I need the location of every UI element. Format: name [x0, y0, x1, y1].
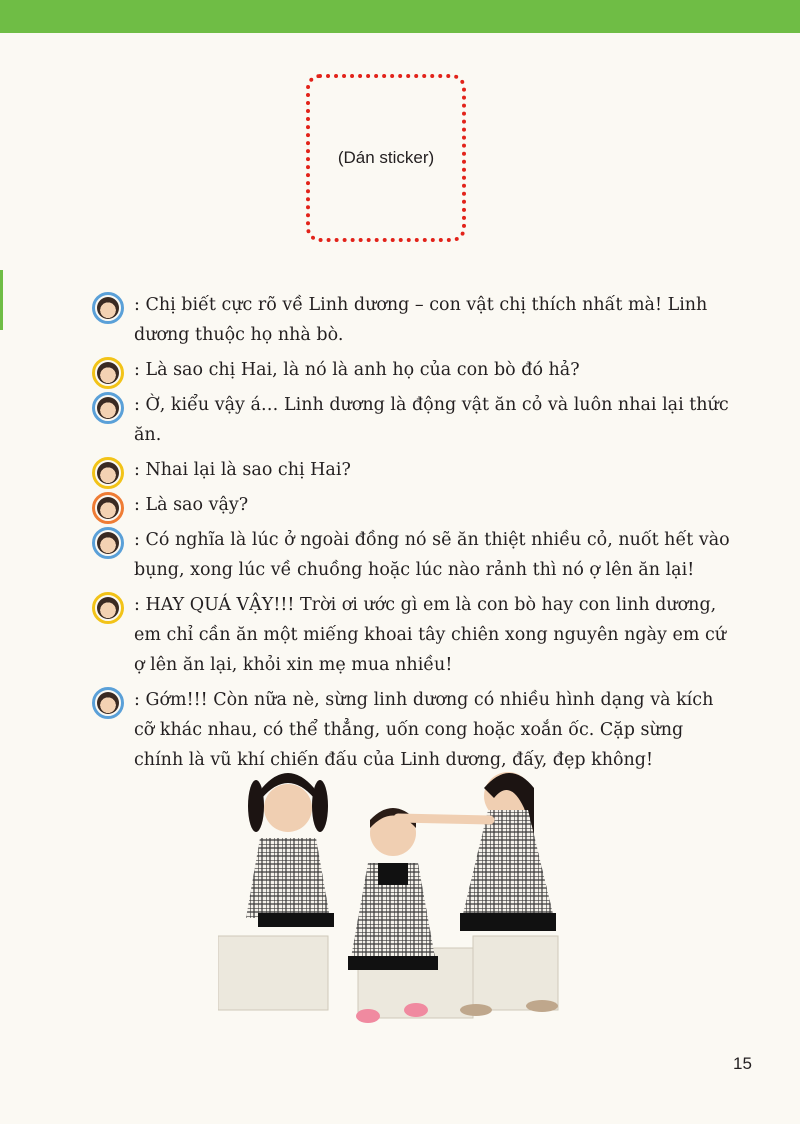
- dialogue-text: : HAY QUÁ VẬY!!! Trời ơi ước gì em là con bò hay con linh dương, em chỉ cần ăn một miếng khoai tây chiên xong nguyên ngày em cứ ợ lên ăn lại, khỏi xin mẹ mua nhiều!: [134, 595, 727, 675]
- speaker-avatar-icon: [92, 392, 124, 424]
- dialogue-line: [92, 455, 732, 485]
- dialogue-text: : Ờ, kiểu vậy á… Linh dương là động vật ăn cỏ và luôn nhai lại thức ăn.: [134, 395, 729, 445]
- dialogue-text: : Là sao vậy?: [134, 495, 249, 515]
- speaker-avatar-icon: [92, 457, 124, 489]
- speaker-avatar-icon: [92, 492, 124, 524]
- speaker-avatar-icon: [92, 357, 124, 389]
- page-number: 15: [733, 1054, 752, 1073]
- sticker-label: (Dán sticker): [337, 148, 435, 167]
- three-girls-photo: [218, 748, 578, 1048]
- speaker-avatar-icon: [92, 292, 124, 324]
- dialogue-text: : Nhai lại là sao chị Hai?: [134, 460, 351, 480]
- dialogue-text: : Chị biết cực rõ về Linh dương – con vật chị thích nhất mà! Linh dương thuộc họ nhà bò.: [134, 295, 708, 345]
- dialogue-line: [92, 525, 732, 585]
- speaker-avatar-icon: [92, 687, 124, 719]
- dialogue-text: : Gớm!!! Còn nữa nè, sừng linh dương có nhiều hình dạng và kích cỡ khác nhau, có thể thẳng, uốn cong hoặc xoắn ốc. Cặp sừng chính là vũ khí chiến đấu của Linh dương, đấy, đẹp không!: [134, 690, 714, 770]
- dialogue-line: [92, 355, 732, 385]
- speaker-avatar-icon: [92, 527, 124, 559]
- top-green-band: [0, 0, 800, 33]
- dialogue-line: [92, 290, 732, 350]
- dialogue-line: [92, 590, 732, 680]
- dialogue-line: [92, 390, 732, 450]
- dialogue-list: [92, 290, 732, 780]
- left-green-edge: [0, 270, 3, 330]
- sticker-placeholder: [306, 74, 466, 242]
- dialogue-text: : Có nghĩa là lúc ở ngoài đồng nó sẽ ăn thiệt nhiều cỏ, nuốt hết vào bụng, xong lúc về chuồng hoặc lúc nào rảnh thì nó ợ lên ăn lại!: [134, 530, 730, 580]
- dialogue-text: : Là sao chị Hai, là nó là anh họ của con bò đó hả?: [134, 360, 580, 380]
- dialogue-line: [92, 490, 732, 520]
- speaker-avatar-icon: [92, 592, 124, 624]
